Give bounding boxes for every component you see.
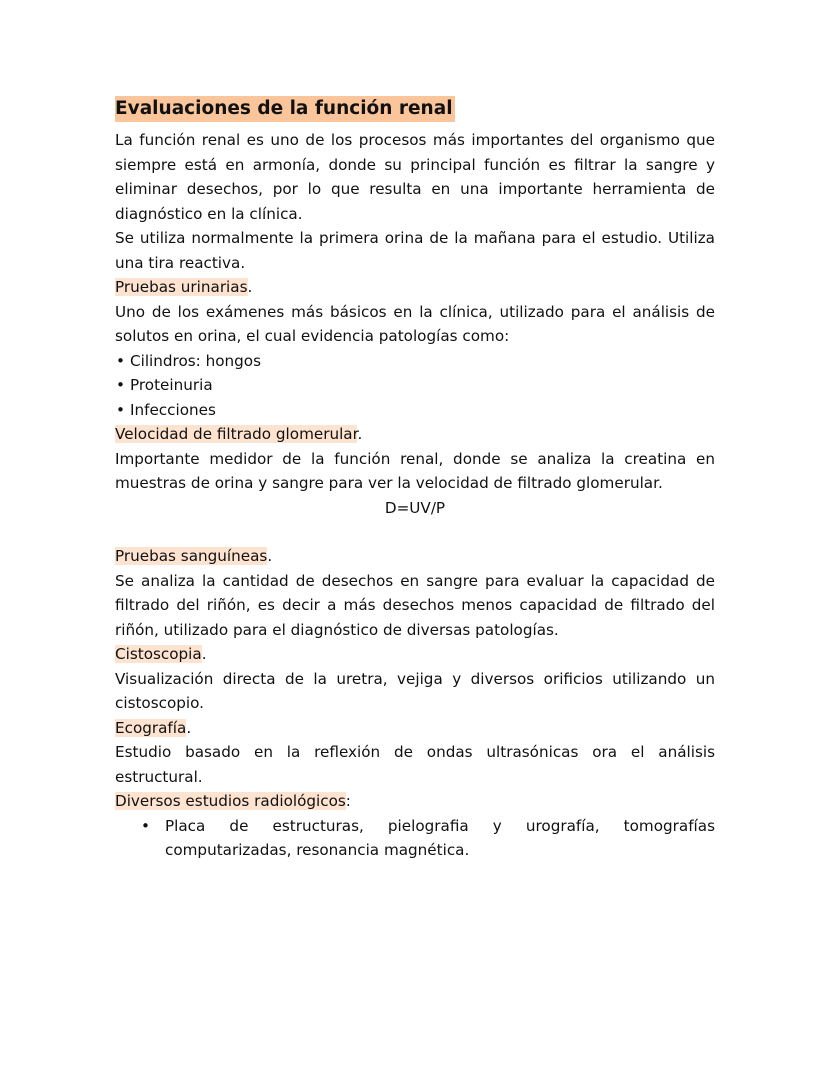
intro-paragraph: siempre está en armonía, donde su principal función es filtrar la sangre y eliminar desechos, por lo que resulta en una importante herramienta de diagnóstico en la clínica. (115, 155, 715, 223)
list-item-text: Proteinuria (130, 376, 213, 394)
section-heading-ecografia (115, 716, 715, 741)
section-body-cistoscopia: Visualización directa de la uretra, vejiga y diversos orificios utilizando un cistoscopio. (115, 669, 715, 712)
section-body-ecografia: Estudio basado en la reflexión de ondas ultrasónicas ora el análisis estructural. (115, 743, 715, 786)
list-item (115, 814, 715, 863)
bullet-icon: • (141, 816, 150, 835)
heading-punct: . (247, 278, 253, 296)
section-heading-cistoscopia (115, 642, 715, 667)
heading-text: Cistoscopia (115, 645, 202, 663)
section-body-urinarias: Uno de los exámenes más básicos en la clínica, utilizado para el análisis de solutos en orina, el cual evidencia patologías como: (115, 302, 715, 345)
heading-text: Pruebas sanguíneas (115, 547, 268, 565)
heading-text: Diversos estudios radiológicos (115, 792, 346, 810)
heading-punct: . (186, 718, 192, 737)
pathology-list (115, 349, 715, 423)
radiology-list (115, 814, 715, 863)
bullet-icon: • (116, 400, 125, 419)
heading-punct: . (267, 547, 273, 565)
heading-text: Pruebas urinarias (115, 278, 248, 296)
heading-punct: : (345, 792, 351, 810)
heading-text: Ecografía (115, 718, 187, 737)
list-item-text: Placa de estructuras, pielografia y urografía, tomografías computarizadas, resonancia magnética. (165, 816, 715, 859)
heading-punct: . (357, 425, 363, 443)
heading-punct: . (201, 645, 207, 663)
section-body-sanguineas: Se analiza la cantidad de desechos en sangre para evaluar la capacidad de filtrado del riñón, es decir a más desechos menos capacidad de filtrado del riñón, utilizado para el diagnóstico de diversas patologías. (115, 571, 715, 639)
list-item-text: Cilindros: hongos (130, 351, 261, 370)
intro-first-line: La función renal es uno de los procesos más importantes del organismo que (115, 131, 715, 149)
list-item (115, 373, 715, 398)
intro-second-paragraph: Se utiliza normalmente la primera orina de la mañana para el estudio. Utiliza una tira reactiva. (115, 229, 715, 272)
section-body-filtrado: Importante medidor de la función renal, donde se analiza la creatina en muestras de orina y sangre para ver la velocidad de filtrado glomerular. (115, 449, 715, 492)
section-heading-urinarias (115, 275, 715, 300)
bullet-icon: • (116, 376, 125, 394)
document-page (115, 96, 715, 863)
section-heading-sanguineas (115, 544, 715, 569)
bullet-icon: • (116, 351, 125, 370)
page-title: Evaluaciones de la función renal (115, 96, 455, 122)
section-heading-radiologicos (115, 789, 715, 814)
formula: D=UV/P (384, 498, 446, 517)
list-item-text: Infecciones (130, 400, 216, 419)
section-heading-filtrado (115, 422, 715, 447)
heading-text: Velocidad de filtrado glomerular (115, 425, 358, 443)
list-item (115, 398, 715, 423)
list-item (115, 349, 715, 374)
